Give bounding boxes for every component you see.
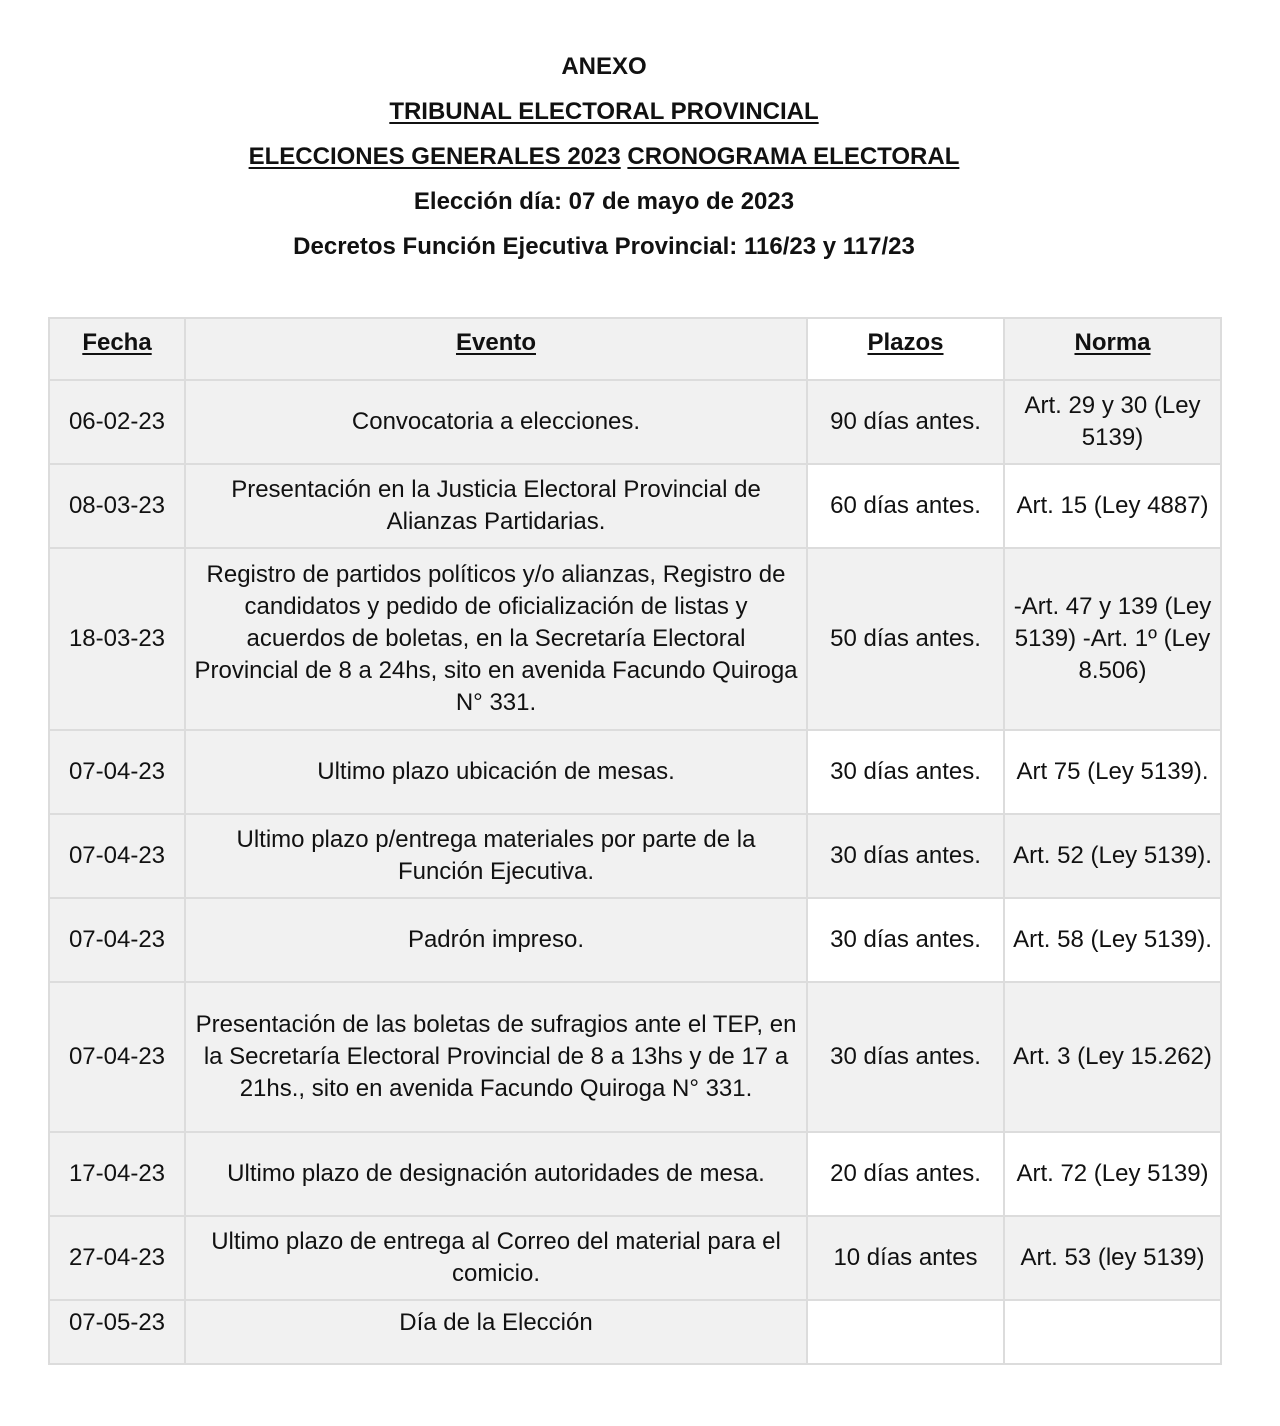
table-header-row (49, 318, 1221, 380)
election-day: Elección día: 07 de mayo de 2023 (413, 188, 795, 215)
table-row (49, 982, 1221, 1132)
cell-fecha: 07-04-23 (49, 814, 185, 898)
table-row (49, 814, 1221, 898)
column-header-plazos: Plazos (807, 318, 1004, 380)
cell-plazos: 10 días antes (807, 1216, 1004, 1300)
cell-norma: Art. 53 (ley 5139) (1004, 1216, 1221, 1300)
cell-fecha: 27-04-23 (49, 1216, 185, 1300)
elections-title-part1: ELECCIONES GENERALES 2023 (248, 143, 621, 170)
cell-norma (1004, 1300, 1221, 1364)
cell-fecha: 07-04-23 (49, 898, 185, 982)
cell-evento: Presentación en la Justicia Electoral Provincial de Alianzas Partidarias. (185, 464, 807, 548)
cell-evento: Ultimo plazo de entrega al Correo del material para el comicio. (185, 1216, 807, 1300)
cell-plazos: 30 días antes. (807, 730, 1004, 814)
cell-fecha: 06-02-23 (49, 380, 185, 464)
elections-title-part2: CRONOGRAMA ELECTORAL (627, 143, 960, 170)
cell-evento: Presentación de las boletas de sufragios ante el TEP, en la Secretaría Electoral Provincial de 8 a 13hs y de 17 a 21hs., sito en avenida Facundo Quiroga N° 331. (185, 982, 807, 1132)
cell-norma: Art. 72 (Ley 5139) (1004, 1132, 1221, 1216)
cell-evento: Registro de partidos políticos y/o alianzas, Registro de candidatos y pedido de oficialización de listas y acuerdos de boletas, en la Secretaría Electoral Provincial de 8 a 24hs, sito en avenida Facundo Quiroga N° 331. (185, 548, 807, 730)
cell-plazos: 60 días antes. (807, 464, 1004, 548)
schedule-table (48, 317, 1222, 1365)
cell-plazos: 20 días antes. (807, 1132, 1004, 1216)
table-row (49, 464, 1221, 548)
cell-norma: -Art. 47 y 139 (Ley 5139) -Art. 1º (Ley 8.506) (1004, 548, 1221, 730)
table-row (49, 380, 1221, 464)
table-row (49, 548, 1221, 730)
cell-evento: Ultimo plazo p/entrega materiales por parte de la Función Ejecutiva. (185, 814, 807, 898)
decrees-line: Decretos Función Ejecutiva Provincial: 116/23 y 117/23 (293, 233, 915, 260)
cell-norma: Art. 52 (Ley 5139). (1004, 814, 1221, 898)
cell-evento: Ultimo plazo ubicación de mesas. (185, 730, 807, 814)
cell-plazos: 90 días antes. (807, 380, 1004, 464)
cell-fecha: 18-03-23 (49, 548, 185, 730)
tribunal-title (0, 89, 1208, 134)
column-header-fecha: Fecha (49, 318, 185, 380)
column-header-norma: Norma (1004, 318, 1221, 380)
cell-plazos: 30 días antes. (807, 814, 1004, 898)
cell-norma: Art. 58 (Ley 5139). (1004, 898, 1221, 982)
cell-fecha: 07-04-23 (49, 730, 185, 814)
tribunal-title-text: TRIBUNAL ELECTORAL PROVINCIAL (389, 98, 819, 125)
cell-norma: Art. 15 (Ley 4887) (1004, 464, 1221, 548)
table-row (49, 1216, 1221, 1300)
cell-fecha: 08-03-23 (49, 464, 185, 548)
cell-fecha: 07-04-23 (49, 982, 185, 1132)
elections-title (0, 134, 1208, 179)
cell-evento: Padrón impreso. (185, 898, 807, 982)
table-row (49, 1132, 1221, 1216)
annex-title: ANEXO (561, 53, 647, 80)
cell-plazos: 50 días antes. (807, 548, 1004, 730)
table-row (49, 730, 1221, 814)
cell-plazos: 30 días antes. (807, 898, 1004, 982)
column-header-evento: Evento (185, 318, 807, 380)
cell-plazos: 30 días antes. (807, 982, 1004, 1132)
table-row (49, 898, 1221, 982)
cell-evento: Ultimo plazo de designación autoridades de mesa. (185, 1132, 807, 1216)
table-row (49, 1300, 1221, 1364)
cell-norma: Art 75 (Ley 5139). (1004, 730, 1221, 814)
cell-norma: Art. 29 y 30 (Ley 5139) (1004, 380, 1221, 464)
document-header (0, 44, 1208, 269)
cell-fecha: 07-05-23 (49, 1300, 185, 1364)
cell-norma: Art. 3 (Ley 15.262) (1004, 982, 1221, 1132)
cell-evento: Convocatoria a elecciones. (185, 380, 807, 464)
cell-plazos (807, 1300, 1004, 1364)
cell-evento: Día de la Elección (185, 1300, 807, 1364)
cell-fecha: 17-04-23 (49, 1132, 185, 1216)
